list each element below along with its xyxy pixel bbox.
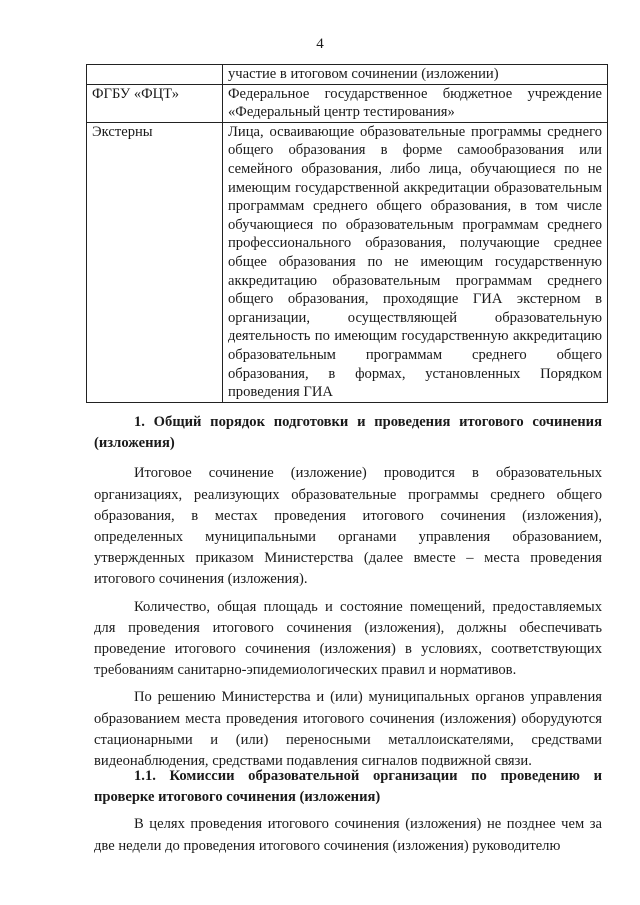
table-row (87, 84, 608, 122)
table-cell-term: ФГБУ «ФЦТ» (87, 84, 223, 122)
table-row (87, 122, 608, 402)
table-cell-definition: участие в итоговом сочинении (изложении) (223, 65, 608, 85)
table-row (87, 65, 608, 85)
paragraph: Итоговое сочинение (изложение) проводится в образовательных организациях, реализующих образовательные программы среднего общего образования, в местах проведения итогового сочинения (изложения), определенных муниципальными органами управления образованием, утвержденных приказом Министерства (далее вместе – места проведения итогового сочинения (изложения). (94, 465, 602, 588)
table-cell-term (87, 65, 223, 85)
table-cell-term: Экстерны (87, 122, 223, 402)
section-general-procedure (94, 412, 602, 772)
definitions-table (86, 64, 608, 403)
section-heading: 1. Общий порядок подготовки и проведения итогового сочинения (изложения) (94, 414, 602, 452)
section-commissions (94, 766, 602, 857)
paragraph: По решению Министерства и (или) муниципальных органов управления образованием места проведения итогового сочинения (изложения) оборудуются стационарными и (или) переносными металлоискателями, средствами видеонаблюдения, средствами подавления сигналов подвижной связи. (94, 689, 602, 770)
table-cell-definition: Федеральное государственное бюджетное учреждение «Федеральный центр тестирования» (223, 84, 608, 122)
table-cell-definition: Лица, осваивающие образовательные программы среднего общего образования в форме самообразования или семейного образования, либо лица, обучающиеся по не имеющим государственной аккредитации образовательным программам среднего общего образования, в том числе обучающиеся по образовательным программам среднего профессионального образования, получающие среднее общее образования по не имеющим государственную аккредитацию образовательным программам среднего общего образования, проходящие ГИА экстерном в организации, осуществляющей образовательную деятельность по имеющим государственную аккредитацию образовательным программам среднего общего образования, в формах, установленных Порядком проведения ГИА (223, 122, 608, 402)
page-number: 4 (316, 36, 324, 52)
section-heading: 1.1. Комиссии образовательной организации по проведению и проверке итогового сочинения (изложения) (94, 768, 602, 806)
paragraph: В целях проведения итогового сочинения (изложения) не позднее чем за две недели до проведения итогового сочинения (изложения) руководителю (94, 816, 602, 854)
paragraph: Количество, общая площадь и состояние помещений, предоставляемых для проведения итогового сочинения (изложения), должны обеспечивать проведение итогового сочинения (изложения) в условиях, соответствующих требованиям санитарно-эпидемиологических правил и нормативов. (94, 598, 602, 679)
